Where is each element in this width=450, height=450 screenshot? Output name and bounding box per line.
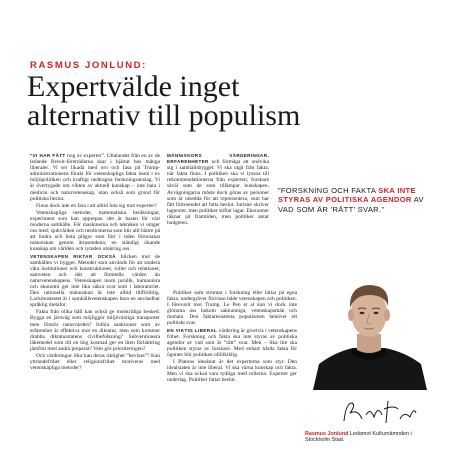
author-photo <box>305 268 432 390</box>
subhead: VETENSKAPEN RIKTAR OCKSÅ <box>30 253 116 259</box>
photo-caption <box>305 431 435 444</box>
portrait-illustration <box>305 268 432 390</box>
paragraph-text: värdering är givetvis i vetenskapens frihet. Forskning och fakta ska inte styras av politiska agendor av vad som är ”rätt” svar. Men – lika lite ska politiken styras av forskare. Med enhart hårda fakta för ögonen blir politiken ofölikiklig. <box>167 327 298 358</box>
paragraph-text: blicken mot de samhällen vi bygger. Metoder som används för att studera våra institutioner och konstruktioner, roller och relationer, samveten och sätt att förmedla värden än naturvetenskapens. Vetenskapen inom juridik, humaniora och ekonomi ger inte lika säkra svar som i laboratoriet. Den rationella människan är inte alltid tillförlitlig. Lackmustestet är i samhällsvetenskapen bara en användbar språklig metafor. <box>30 253 160 309</box>
paragraph: Finns dock inte en fara i att alltid luta sig mot experter? <box>36 202 157 209</box>
signature <box>340 397 420 427</box>
paragraph: I Platons idealstat är det experterna som styr. Den idealstaten är inte liberal. Vi ska värna kunskap och fakta. Men vi ska också vara tydliga med rollerna: Experter ger underlag. Politiker fattar beslut. <box>167 359 297 384</box>
body-column-2-lower <box>167 290 297 450</box>
caption-role: Ledamot Kulturnämnden i Stockholm Stad. <box>305 431 412 444</box>
paragraph: Politiker som struntar i forskning eller hittar på egna fakta, undergräver förvisso både vetenskapen och politiken. I förevarit mot Trump, Le Pen et al kan vi dock inte glömma oss bakom sakkunniga, vetenskapsmän och domare. Den faktaresistenta populismen behöver ett politiskt svar. <box>167 290 297 327</box>
paragraph <box>167 328 297 358</box>
paragraph: Fakta från olika håll kan också ge motstridiga besked. Bygga en järnväg som möjliggör miljövänliga transporter men förstör naturvärden? Införa sanktioner som av erfarenhet är effektiva mot en diktatur, men som kommer drabba diktaturstatens civilbefolkning? Subventionera läkemedel som till en hög kostnad ger en liten förbättring jämfört med andra preparat? Vem gör prioriteringen? <box>30 309 160 352</box>
paragraph <box>30 153 160 202</box>
pull-quote-part-3: AV VAD SOM ÄR ’RÄTT’ SVAR.” <box>278 195 424 214</box>
caption-name: Rasmus Jonlund <box>305 431 349 437</box>
pull-quote-part-1: ”FORSKNING OCH FAKTA <box>278 186 376 195</box>
paragraph <box>167 153 269 226</box>
body-column-1 <box>30 153 160 445</box>
headline <box>27 72 427 130</box>
paragraph <box>30 254 160 309</box>
subhead: EN VIKTIG LIBERAL <box>167 327 218 333</box>
paragraph: Och värderingar. Hur kan deras riktighet ”bevisas”? Kan yttrandefrihet eller religionsfrihet motiveras med vetenskapliga metoder? <box>30 353 160 372</box>
headline-line-2: alternativ till populism <box>27 99 301 132</box>
subhead: MÄNNISKORS VÄRDERINGAR, ERFARENHETER <box>167 153 269 165</box>
lead-in: ”VI HAR FÅTT <box>30 153 66 158</box>
paragraph-text: nog av experter”. Uttalandet från en av de ledande Brexit-företrädarna skar i hjärtat hos många liberaler. Vi ser likadä med oro och fasa på Trump-administrationens förakt för vetenskapliga fakta inom t ex miljöpolitiken och kraftigt nedtragna forskningsanslag. Vi är övertygade om vikten av aktuell kunskap – inte bara i medicin och naturvetenskap, utan också som grund för politiska beslut. <box>30 153 161 202</box>
pull-quote <box>278 186 428 214</box>
signature-scribble <box>340 397 420 427</box>
pull-quote-highlight: SKA INTE STYRAS AV POLITISKA AGENDOR <box>278 186 416 205</box>
headline-line-1: Expertvälde inget <box>27 70 240 103</box>
body-column-2 <box>167 153 269 289</box>
author-byline: RASMUS JONLUND: <box>30 60 147 71</box>
paragraph-text: och förmåga att undvika sig i samhällsbygget. Vi ska utgå från fakta, när fakta finns. I politiken ska vi lyssna till rekommendationerna från experten, forskare såväl som de som tillämpar kunskapen. Avvägningarna måste dock göras av personer som är utsedda för att representera, som har fått förtroendet att fatta beslut. Jurister skriver lagtexter, men politiker stiftar lagar. Ekonomer räknar på framtiden, men politiker antar budgeten. <box>167 159 270 227</box>
paragraph: Vetenskapliga metoder, matematiska beräkningar, experiment som kan upprepas: det är basen för värt moderna samhälle. För maskinerna och tekniken vi omger oss med; sjukvården och medicinerna som blir allt bättre på att lindra och bota plågor som förr i tiden förorsakat människan genom årtusendena; en ständigt ökande kunskap om världen och rymden omkring oss. <box>30 209 160 253</box>
